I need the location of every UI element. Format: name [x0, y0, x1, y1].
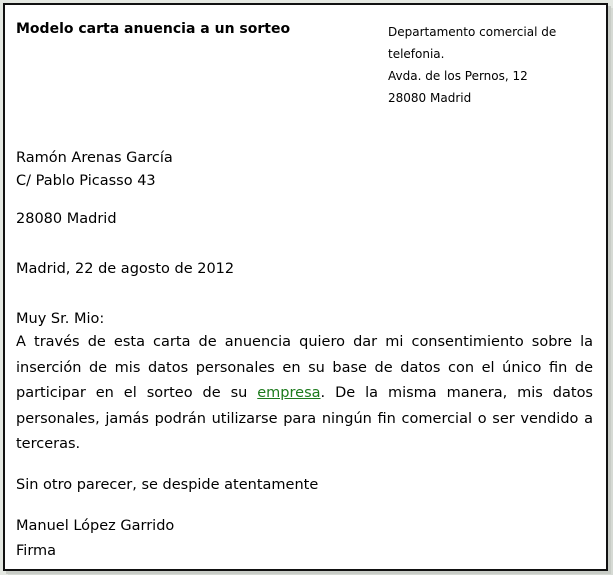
recipient-city: 28080 Madrid [16, 211, 117, 227]
recipient-name: Ramón Arenas García [16, 150, 173, 166]
sender-line: Avda. de los Pernos, 12 [388, 69, 528, 83]
letter-body [16, 330, 593, 458]
sender-line: telefonia. [388, 47, 445, 61]
recipient-street: C/ Pablo Picasso 43 [16, 173, 156, 189]
body-text: . De la misma manera, mis datos personales, jamás podrán utilizarse para ningún fin comercial o ser vendido a terceras. [16, 385, 593, 452]
sender-line: Departamento comercial de [388, 25, 557, 39]
signer-name: Manuel López Garrido [16, 518, 175, 534]
greeting: Muy Sr. Mio: [16, 311, 105, 327]
sender-address [388, 21, 556, 109]
body-text: A través de esta carta de anuencia quiero dar mi consentimiento sobre la inserción de mis datos personales en su base de datos con el único fin de participar en el sorteo de su [16, 334, 593, 401]
sender-line: 28080 Madrid [388, 91, 472, 105]
letter-frame [3, 3, 608, 571]
closing-line: Sin otro parecer, se despide atentamente [16, 477, 319, 493]
signature-label: Firma [16, 543, 57, 559]
empresa-link[interactable]: empresa [257, 385, 321, 401]
letter-title: Modelo carta anuencia a un sorteo [16, 21, 291, 37]
date-line: Madrid, 22 de agosto de 2012 [16, 261, 235, 277]
